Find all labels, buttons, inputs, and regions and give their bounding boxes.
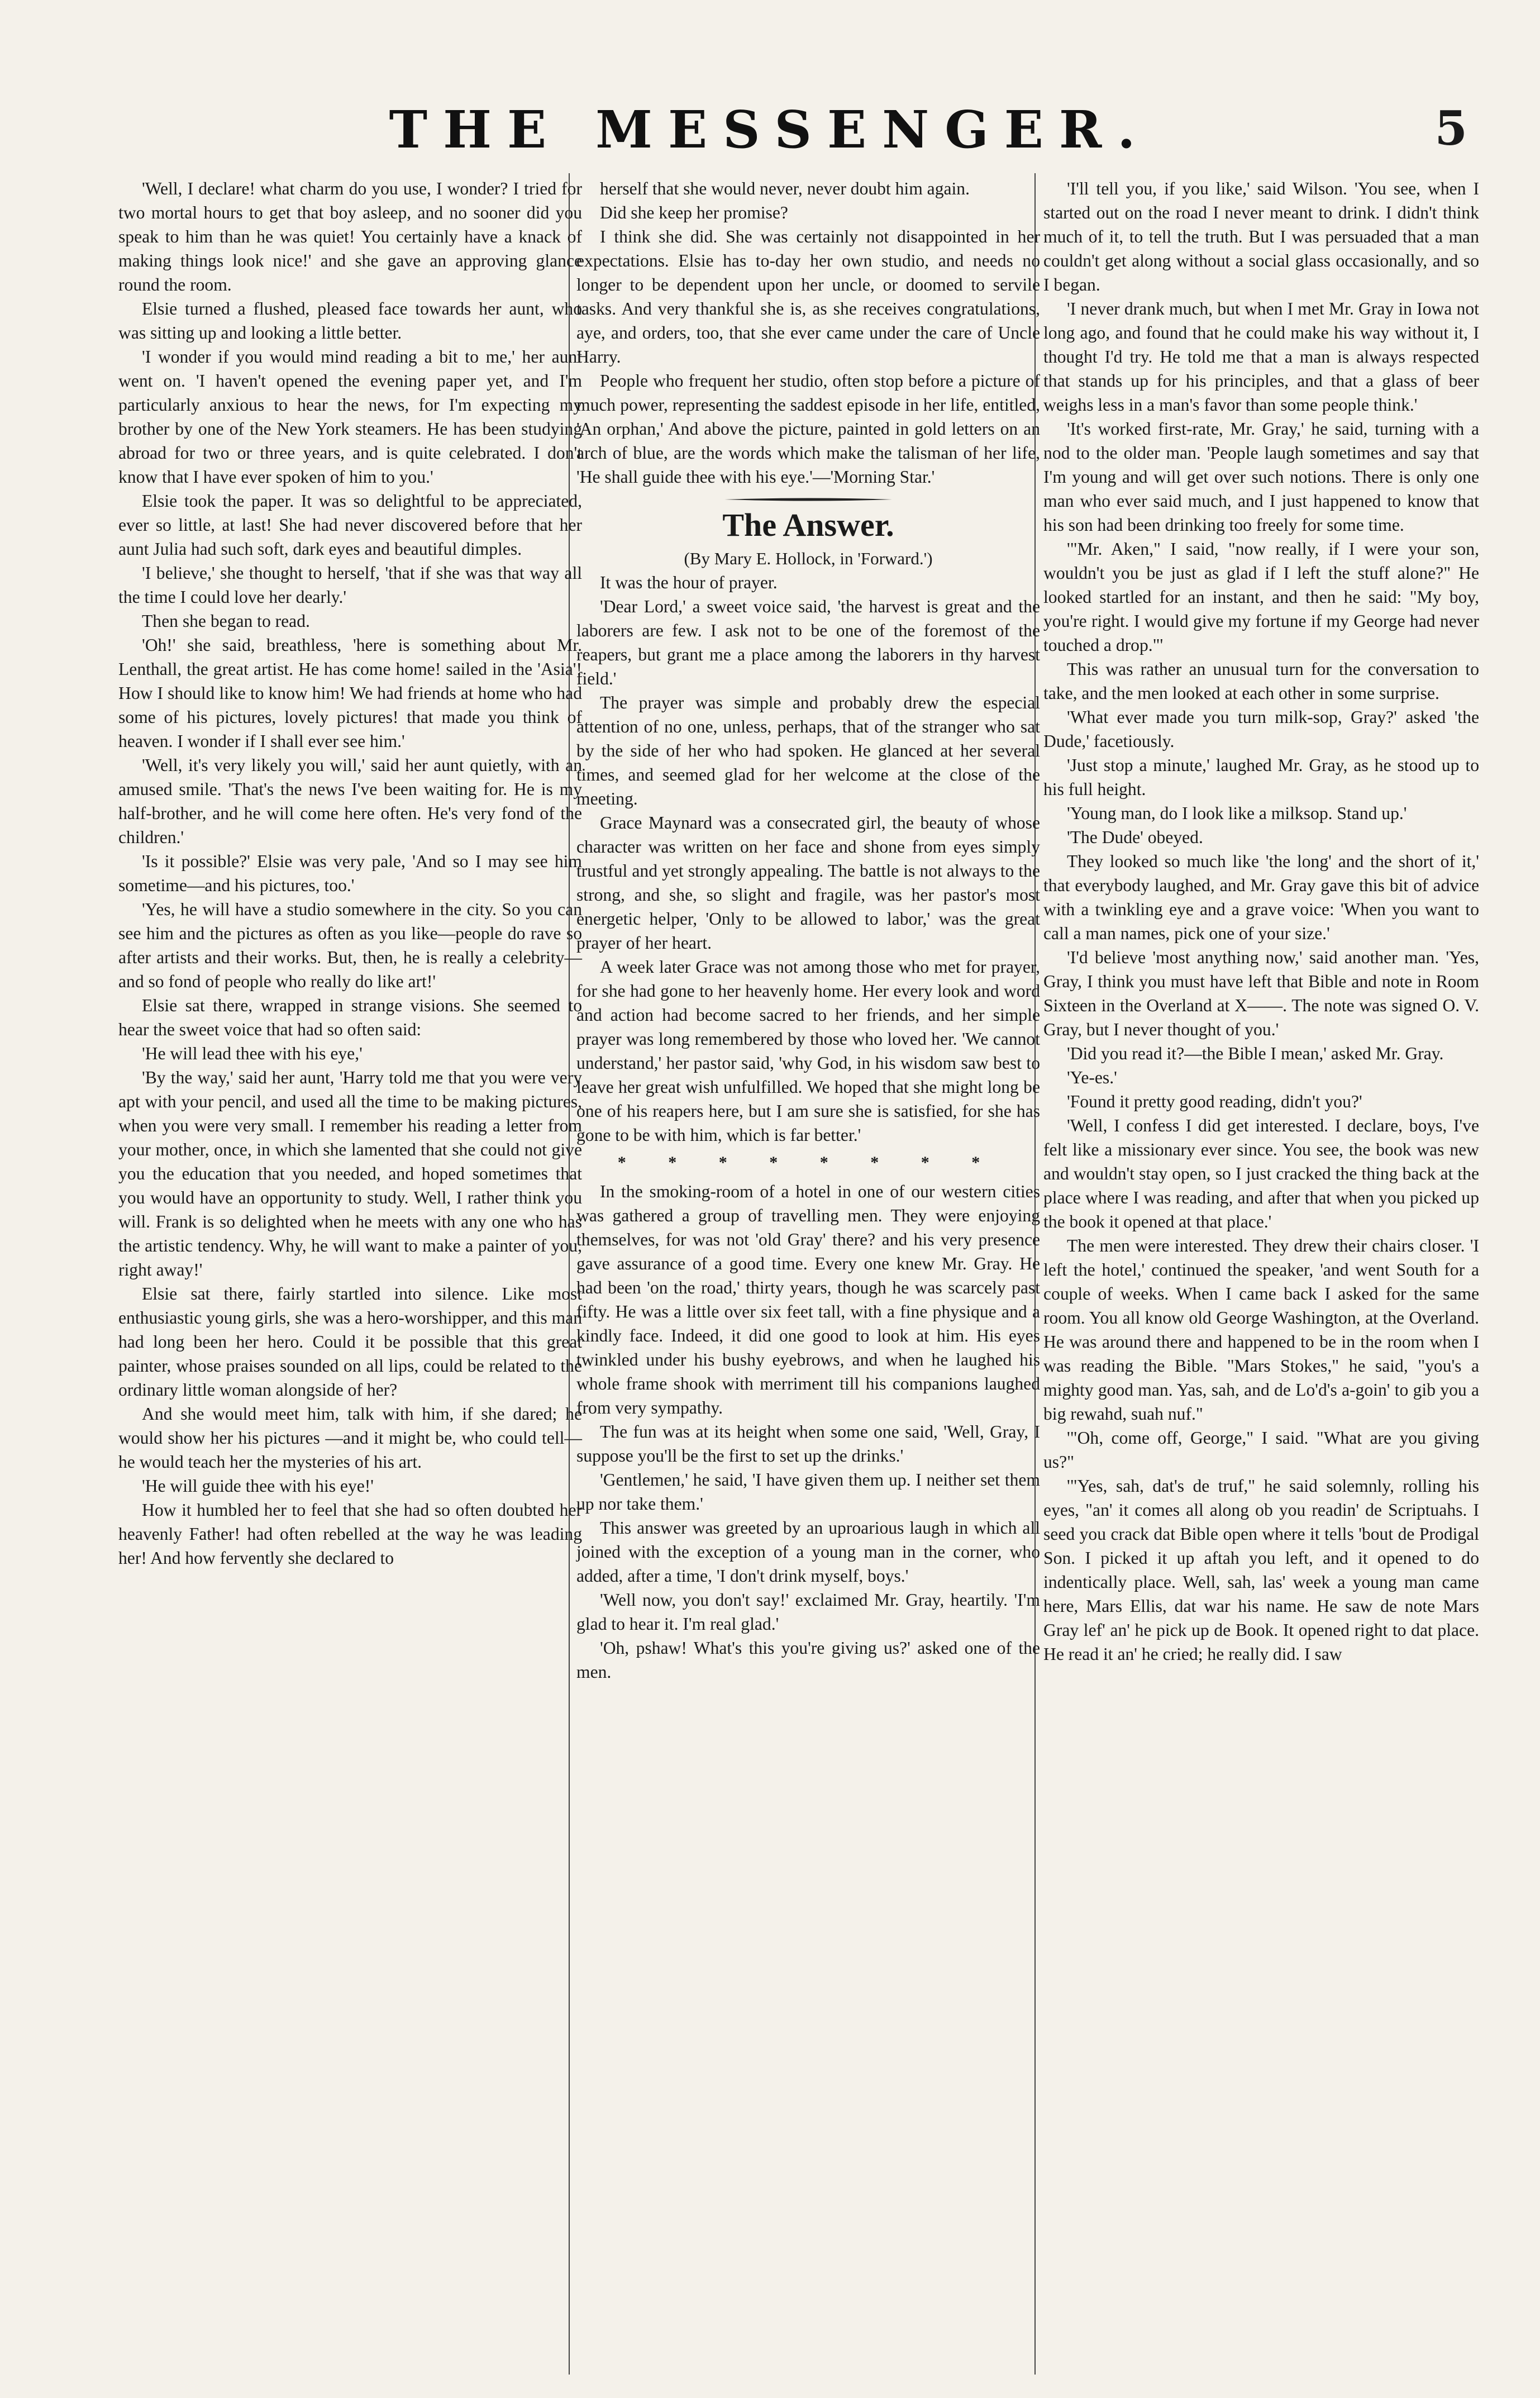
- paragraph: 'What ever made you turn milk-sop, Gray?' asked 'the Dude,' facetiously.: [1043, 707, 1479, 751]
- paragraph: 'Well, I declare! what charm do you use, I wonder? I tried for two mortal hours to get that boy asleep, and no sooner did you speak to him than he was quiet! You certainly have a knack of making things look nice!' and she gave an approving glance round the room.: [118, 179, 582, 294]
- decorative-rule: [724, 498, 892, 501]
- paragraph: This answer was greeted by an uproarious laugh in which all joined with the exception of a young man in the corner, who added, after a time, 'I don't drink myself, boys.': [576, 1518, 1040, 1586]
- paragraph: Elsie sat there, fairly startled into silence. Like most enthusiastic young girls, she was a hero-worshipper, and this man had long been her hero. Could it be possible that this great painter, whose praises sounded on all lips, could be related to the ordinary little woman alongside of her?: [118, 1284, 582, 1400]
- paragraph: They looked so much like 'the long' and the short of it,' that everybody laughed, and Mr. Gray gave this bit of advice with a twinkling eye and a grave voice: 'When you want to call a man names, pick one of your size.': [1043, 851, 1479, 943]
- paragraph: 'Found it pretty good reading, didn't you?': [1067, 1092, 1362, 1111]
- paragraph: 'I'd believe 'most anything now,' said another man. 'Yes, Gray, I think you must have left that Bible and note in Room Sixteen in the Overland at X——. The note was signed O. V. Gray, but I never thought of you.': [1043, 948, 1479, 1039]
- paragraph: '"Oh, come off, George," I said. "What are you giving us?": [1043, 1428, 1479, 1472]
- paragraph: 'I believe,' she thought to herself, 'that if she was that way all the time I could love her dearly.': [118, 563, 582, 607]
- paragraph: This was rather an unusual turn for the conversation to take, and the men looked at each other in some surprise.: [1043, 659, 1479, 703]
- paragraph: 'Well now, you don't say!' exclaimed Mr. Gray, heartily. 'I'm glad to hear it. I'm real glad.': [576, 1590, 1040, 1634]
- column-3: [1043, 177, 1479, 1666]
- paragraph: 'Well, it's very likely you will,' said her aunt quietly, with an amused smile. 'That's the news I've been waiting for. He is my half-brother, and he will come here often. He's very fond of the children.': [118, 755, 582, 847]
- paragraph: 'Young man, do I look like a milksop. Stand up.': [1067, 803, 1407, 823]
- page-number: 5: [1434, 101, 1467, 156]
- section-separator: * * * * * * * *: [617, 1153, 999, 1172]
- paragraph: It was the hour of prayer.: [600, 573, 778, 592]
- paragraph: 'Did you read it?—the Bible I mean,' asked Mr. Gray.: [1067, 1044, 1444, 1063]
- paragraph: herself that she would never, never doubt him again.: [600, 179, 970, 198]
- paragraph: 'He will guide thee with his eye!': [142, 1476, 374, 1496]
- paragraph: How it humbled her to feel that she had so often doubted her heavenly Father! had often rebelled at the way he was leading her! And how fervently she declared to: [118, 1500, 582, 1568]
- paragraph: The fun was at its height when some one said, 'Well, Gray, I suppose you'll be the first to set up the drinks.': [576, 1422, 1040, 1466]
- paragraph: Did she keep her promise?: [600, 203, 788, 222]
- paragraph: 'Dear Lord,' a sweet voice said, 'the harvest is great and the laborers are few. I ask not to be one of the foremost of the reapers, but grant me a place among the laborers in thy harvest field.': [576, 597, 1040, 688]
- paragraph: 'I'll tell you, if you like,' said Wilson. 'You see, when I started out on the road I never meant to drink. I didn't think much of it, to tell the truth. But I was persuaded that a man couldn't get along without a social glass occasionally, and so I began.: [1043, 179, 1479, 294]
- paragraph: '"Mr. Aken," I said, "now really, if I were your son, wouldn't you be just as glad if I left the stuff alone?" He looked startled for an instant, and then he said: "My boy, you're right. I would give my fortune if my George had never touched a drop."': [1043, 539, 1479, 655]
- page-header: [0, 0, 1540, 168]
- paragraph: '"Yes, sah, dat's de truf," he said solemnly, rolling his eyes, "an' it comes all along ob you readin' de Scriptuahs. I seed you crack dat Bible open where it tells 'bout de Prodigal Son. I picked it up aftah you left, and it opened to do indentically place. Well, sah, las' week a young man came here, Mars Ellis, dat war his name. He saw de note Mars Gray lef' an' he pick up de Book. It opened right to dat place. He read it an' he cried; he really did. I saw: [1043, 1476, 1479, 1664]
- paragraph: The prayer was simple and probably drew the especial attention of no one, unless, perhaps, that of the stranger who sat by the side of her who had spoken. He glanced at her several times, and seemed glad for her welcome at the close of the meeting.: [576, 693, 1040, 808]
- paragraph: Then she began to read.: [142, 611, 310, 631]
- masthead-title: THE MESSENGER.: [389, 99, 1151, 160]
- paragraph: The men were interested. They drew their chairs closer. 'I left the hotel,' continued the speaker, 'and went South for a couple of weeks. When I came back I asked for the same room. You all know old George Washington, at the Overland. He was around there and happened to be in the room when I was reading the Bible. "Mars Stokes," he said, "you's a mighty good man. Yas, sah, and de Lo'd's a-goin' to gib you a big rewahd, suah nuf.": [1043, 1236, 1479, 1424]
- paragraph: In the smoking-room of a hotel in one of our western cities was gathered a group of travelling men. They were enjoying themselves, for was not 'old Gray' there? and his very presence gave assurance of a good time. Every one knew Mr. Gray. He had been 'on the road,' thirty years, though he was scarcely past fifty. He was a little over six feet tall, with a fine physique and a kindly face. Indeed, it did one good to look at him. His eyes twinkled under his bushy eyebrows, and when he laughed his whole frame shook with merriment till his companions laughed from very sympathy.: [576, 1182, 1040, 1417]
- paragraph: Elsie took the paper. It was so delightful to be appreciated, ever so little, at last! She had never discovered before that her aunt Julia had such soft, dark eyes and beautiful dimples.: [118, 491, 582, 559]
- paragraph: Elsie sat there, wrapped in strange visions. She seemed to hear the sweet voice that had so often said:: [118, 996, 582, 1039]
- paragraph: 'Ye-es.': [1067, 1068, 1117, 1087]
- paragraph: I think she did. She was certainly not disappointed in her expectations. Elsie has to-day her own studio, and needs no longer to be dependent upon her uncle, or doomed to servile tasks. And very thankful she is, as she receives congratulations, aye, and orders, too, that she ever came under the care of Uncle Harry.: [576, 227, 1040, 367]
- article-byline: (By Mary E. Hollock, in 'Forward.'): [684, 549, 933, 568]
- paragraph: People who frequent her studio, often stop before a picture of much power, representing the saddest episode in her life, entitled, 'An orphan,' And above the picture, painted in gold letters on an arch of blue, are the words which make the talisman of her life, 'He shall guide thee with his eye.'—'Morning Star.': [576, 371, 1040, 487]
- paragraph: 'It's worked first-rate, Mr. Gray,' he said, turning with a nod to the older man. 'People laugh sometimes and say that I'm young and will get over such notions. There is only one man who ever said much, and I just happened to know that his son had been drinking too freely for some time.: [1043, 419, 1479, 535]
- paragraph: 'Is it possible?' Elsie was very pale, 'And so I may see him sometime—and his pictures, too.': [118, 851, 582, 895]
- paragraph: 'I wonder if you would mind reading a bit to me,' her aunt went on. 'I haven't opened the evening paper yet, and I'm particularly anxious to hear the news, for I'm expecting my brother by one of the New York steamers. He has been studying abroad for two or three years, and is quite celebrated. I don't know that I have ever spoken of him to you.': [118, 347, 582, 487]
- paragraph: 'Well, I confess I did get interested. I declare, boys, I've felt like a missionary ever since. You see, the book was new and wouldn't stay open, so I just cracked the thing back at the place where I was reading, and after that when you picked up the book it opened at that place.': [1043, 1116, 1479, 1231]
- paragraph: Elsie turned a flushed, pleased face towards her aunt, who was sitting up and looking a little better.: [118, 299, 582, 342]
- paragraph: 'He will lead thee with his eye,': [142, 1044, 363, 1063]
- article-title: The Answer.: [722, 507, 894, 543]
- paragraph: 'Gentlemen,' he said, 'I have given them up. I neither set them up nor take them.': [576, 1470, 1040, 1514]
- column-1: [118, 177, 582, 1570]
- paragraph: 'Just stop a minute,' laughed Mr. Gray, as he stood up to his full height.: [1043, 755, 1479, 799]
- paragraph: 'Oh!' she said, breathless, 'here is something about Mr. Lenthall, the great artist. He has come home! sailed in the 'Asia'! How I should like to know him! We had friends at home who had some of his pictures, lovely pictures! that made you think of heaven. I wonder if I shall ever see him.': [118, 635, 582, 751]
- paragraph: And she would meet him, talk with him, if she dared; he would show her his pictures —and it might be, who could tell—he would teach her the mysteries of his art.: [118, 1404, 582, 1472]
- paragraph: 'I never drank much, but when I met Mr. Gray in Iowa not long ago, and found that he could make his way without it, I thought I'd try. He told me that a man is always respected that stands up for his principles, and that a glass of beer weighs less in a man's favor than some people think.': [1043, 299, 1479, 415]
- paragraph: 'By the way,' said her aunt, 'Harry told me that you were very apt with your pencil, and used all the time to be making pictures, when you were very small. I remember his reading a letter from your mother, once, in which she lamented that she could not give you the education that you needed, and hoped sometimes that you would have an opportunity to study. Well, I rather think you will. Frank is so delighted when he meets with any one who has the artistic tendency. Why, he will want to make a painter of you, right away!': [118, 1068, 582, 1279]
- column-2: [576, 177, 1040, 1684]
- paragraph: 'Oh, pshaw! What's this you're giving us?' asked one of the men.: [576, 1638, 1040, 1682]
- paragraph: A week later Grace was not among those who met for prayer, for she had gone to her heavenly home. Her every look and word and action had become sacred to her friends, and her simple prayer was long remembered by those who loved her. 'We cannot understand,' her pastor said, 'why God, in his wisdom saw best to leave her great wish unfulfilled. We hoped that she might long be one of his reapers here, but I am sure she is satisfied, for she has gone to be with him, which is far better.': [576, 957, 1040, 1145]
- paragraph: Grace Maynard was a consecrated girl, the beauty of whose character was written on her face and shone from eyes simply trustful and yet strongly appealing. The battle is not always to the strong, and she, so slight and fragile, was her pastor's most energetic helper, 'Only to be allowed to labor,' was the great prayer of her heart.: [576, 813, 1040, 953]
- paragraph: 'Yes, he will have a studio somewhere in the city. So you can see him and the pictures as often as you like—people do rave so after artists and their works. But, then, he is really a celebrity—and so fond of people who really do like art!': [118, 900, 582, 991]
- paragraph: 'The Dude' obeyed.: [1067, 827, 1203, 847]
